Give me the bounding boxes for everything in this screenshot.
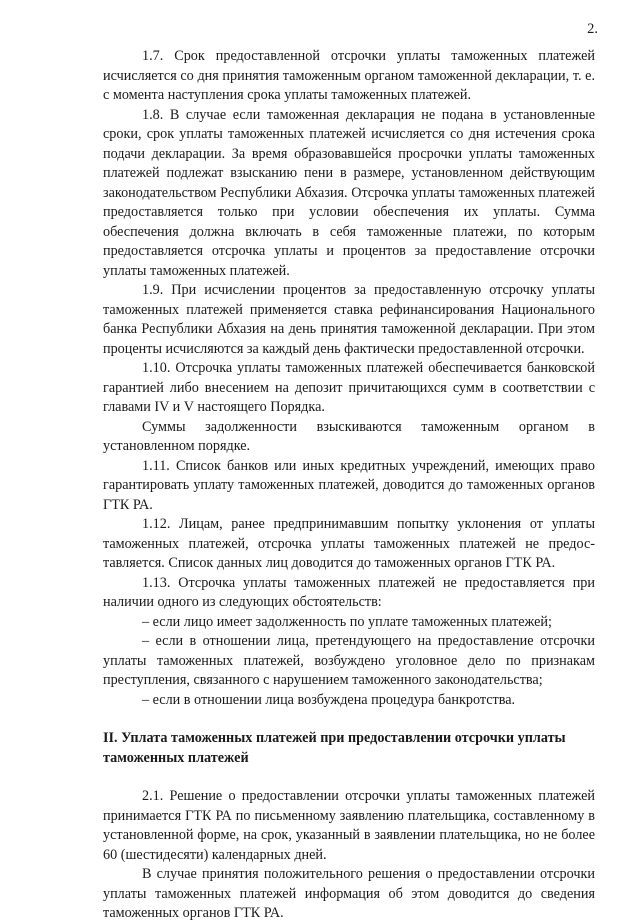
paragraph-1-12: 1.12. Лицам, ранее предпринимавшим попытку уклонения от уплаты таможенных платежей, отсрочка уплаты таможенных платежей не предоставляется. Список данных лиц доводится до таможенных органов ГТК РА. [103, 516, 595, 571]
list-item-criminal-case: – если в отношении лица, претендующего на предоставление отсрочки уплаты таможенных платежей, возбуждено уголовное дело по признакам преступления, связанного с нарушением таможенного законодательства; [103, 633, 595, 688]
section-2-heading: II. Уплата таможенных платежей при предоставлении отсрочки уплаты таможенных платежей [103, 730, 566, 766]
paragraph-positive-decision: В случае принятия положительного решения о предоставлении отсрочки уплаты таможенных платежей информация об этом доводится до сведения таможенных органов ГТК РА. [103, 866, 595, 921]
paragraph-2-1: 2.1. Решение о предоставлении отсрочки уплаты таможенных платежей принимается ГТК РА по письменному заявлению плательщика, составленному в установленной форме, на срок, указанный в заявлении плательщика, но не более 60 (шестидесяти) календарных дней. [103, 788, 595, 863]
paragraph-debt-collection: Суммы задолженности взыскиваются таможенным органом в установленном порядке. [103, 418, 595, 454]
list-item-debt: – если лицо имеет задолженность по уплате таможенных платежей; [142, 613, 552, 630]
paragraph-1-11: 1.11. Список банков или иных кредитных учреждений, имеющих право гарантировать уплату таможенных платежей, доводится до таможенных органов ГТК РА. [103, 457, 595, 513]
paragraph-1-7: 1.7. Срок предоставленной отсрочки уплаты таможенных платежей исчисляется со дня принятия таможенным органом таможенной декларации, т. е. с момента наступления срока уплаты таможенных платежей. [103, 48, 595, 103]
paragraph-1-10: 1.10. Отсрочка уплаты таможенных платежей обеспечивается банковской гарантией либо внесением на депозит причитающихся сумм в соответствии с главами IV и V настоящего Порядка. [103, 360, 595, 415]
list-item-bankruptcy: – если в отношении лица возбуждена процедура банкротства. [142, 691, 516, 708]
page-number: 2. [587, 21, 598, 37]
paragraph-1-13: 1.13. Отсрочка уплаты таможенных платежей не предоставляется при наличии одного из следующих обстоятельств: [103, 574, 595, 610]
paragraph-1-8: 1.8. В случае если таможенная декларация не подана в установленные сроки, срок уплаты таможенных платежей исчисляется со дня истечения срока подачи декларации. За время образовавшейся просрочки уплаты таможенных платежей подлежат взысканию пени в размере, установленном действующим законодательством Республики Абхазия. Отсрочка уплаты таможенных платежей предоставляется только при условии обеспечения их уплаты. Сумма обеспечения должна включать в себя таможенные платежи, по которым предоставляется отсрочка уплаты и процентов за предоставление отсрочки уплаты таможенных платежей. [103, 106, 595, 279]
paragraph-1-9: 1.9. При исчислении процентов за предоставленную отсрочку уплаты таможенных платежей применяется ставка рефинансирования Национального банка Республики Абхазия на день принятия таможенной декларации. При этом проценты исчисляются за каждый день фактически предоставленной отсрочки. [103, 282, 595, 357]
